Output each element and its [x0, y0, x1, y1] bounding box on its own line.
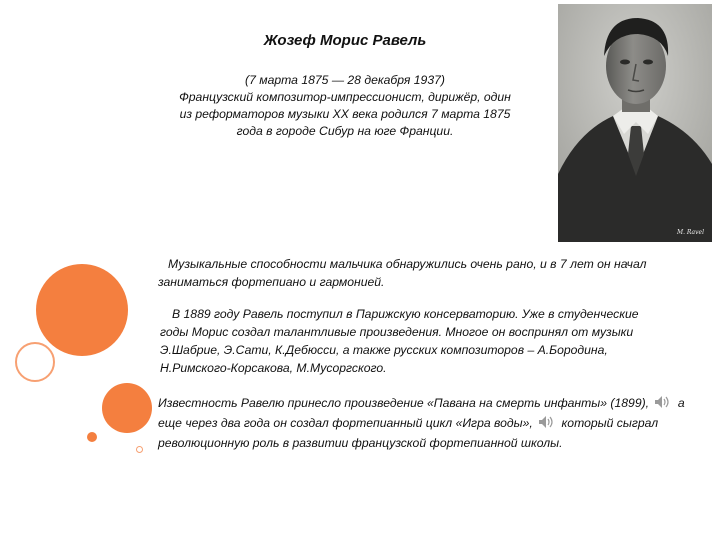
- portrait-photo: [558, 4, 712, 242]
- bio-line: года в городе Сибур на юге Франции.: [236, 124, 454, 138]
- decorative-ring-tiny: [136, 446, 143, 453]
- paragraph-conservatory: В 1889 году Равель поступил в Парижскую консерваторию. Уже в студенческие годы Морис создал талантливые произведения. Многое он воспринял от музыки Э.Шабрие, Э.Сати, К.Дебюсси, а также русских композиторов – А.Бородина, Н.Римского-Корсакова, М.Мусоргского.: [160, 307, 639, 375]
- slide-title: Жозеф Морис Равель: [263, 32, 427, 49]
- paragraph-fame-part1: Известность Равелю принесло произведение «Павана на смерть инфанты» (1899),: [158, 396, 650, 410]
- decorative-ring: [15, 342, 55, 382]
- portrait-image: [558, 4, 712, 242]
- bio-line: из реформаторов музыки XX века родился 7 марта 1875: [179, 107, 511, 121]
- decorative-circle-large: [36, 264, 128, 356]
- paragraph-childhood: Музыкальные способности мальчика обнаружились очень рано, и в 7 лет он начал заниматься фортепиано и гармонией.: [158, 257, 647, 289]
- decorative-circle-medium: [102, 383, 152, 433]
- bio-text: [150, 72, 540, 140]
- speaker-icon[interactable]: [538, 418, 559, 432]
- bio-line: Французский композитор-импрессионист, дирижёр, один: [179, 90, 511, 104]
- paragraph-fame: [158, 394, 703, 452]
- paragraph-fame-part3: который сыграл революционную роль в развитии французской фортепианной школы.: [158, 416, 659, 450]
- decorative-circle-small: [87, 432, 97, 442]
- speaker-icon[interactable]: [654, 398, 675, 412]
- bio-dates: (7 марта 1875 — 28 декабря 1937): [245, 73, 445, 87]
- portrait-signature: M. Ravel: [676, 229, 704, 236]
- paragraph-fame-part2: а еще через два года он создал фортепианный цикл «Игра воды»,: [158, 396, 685, 430]
